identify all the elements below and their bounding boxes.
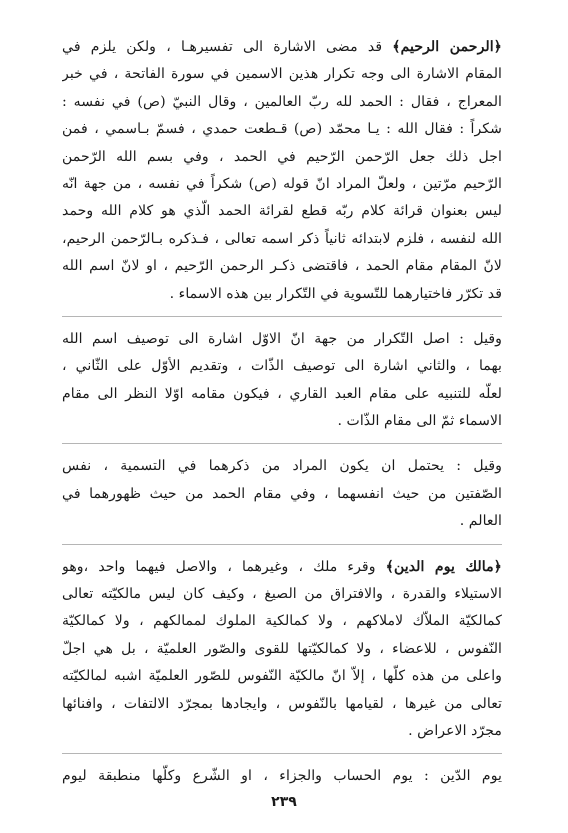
text-line: مجرّد الاعراض . [408,722,502,739]
text-line: المعراج ، فقال : الحمد لله ربّ العالمين ، وقال النبيّ (ص) في نفسه : [62,93,502,110]
text-line: الاستيلاء والقدرة ، والافتراق من الصيغ ، وكيف كان ليس مالكيّته تعالى [62,586,502,603]
text-line: ليس بعنوان قرائة كلام ربّه قطع لقرائة الحمد الّذي هو كلام الله وحمد [62,203,502,220]
text-line: تعالى من غيرها ، لقيامها بالنّفوس ، وايجادها بمجرّد الالتفات ، وافنائها [62,695,502,712]
text-line: شكراً : فقال الله : يـا محمّد (ص) قـطعت حمدي ، فسمّ بـاسمي ، فمن [62,121,502,138]
text-line: لعلّه للتنبيه على مقام العبد القاري ، فيكون مقامه اوّلا النظر الى مقام [62,385,502,402]
text-line: يوم الدّين : يوم الحساب والجزاء ، او الشّرع وكلّها منطبقة ليوم [62,768,502,785]
page-number: ٢٣٩ [271,794,297,810]
paragraph-rahman-rahim [62,34,502,308]
text-line: النّفوس ، للاعضاء ، ولا كمالكيّتها للقوى والصّور العلميّة ، بل هي اجلّ [62,640,502,657]
text-line: واعلى من هذه كلّها ، إلاّ انّ مالكيّة النّفوس للصّور العلميّة اشبه لمالكيّته [62,668,502,685]
text-line: الرّحيم مرّتين ، ولعلّ المراد انّ قوله (ص) شكراً في نفسه ، من جهة انّه [62,175,502,192]
section-divider [62,544,502,545]
text-line: الاسماء ثمّ الى مقام الذّات . [337,413,502,430]
section-divider [62,316,502,317]
verse-heading: ﴿الرحمن الرحيم﴾ [392,39,502,55]
text-line: اجل ذلك جعل الرّحمن الرّحيم في الحمد ، وفي بسم الله الرّحمن [62,148,502,165]
text-line: لانّ المقام مقام الحمد ، فاقتضى ذكـر الرحمن الرّحيم ، او لانّ اسم الله [62,258,502,275]
paragraph-qil-repetition [62,326,502,436]
text-line: وقيل : يحتمل ان يكون المراد من ذكرهما في التسمية ، نفس [62,458,502,475]
text-line: ﴿الرحمن الرحيم﴾ قد مضى الاشارة الى تفسيرهـا ، ولكن يلزم في [62,39,502,55]
section-divider [62,443,502,444]
section-divider [62,753,502,754]
paragraph-yawm-al-din [62,763,502,790]
text-line: الله لنفسه ، فلزم لابتدائه ثانياً ذكر اسمه تعالى ، فـذكره بـالرّحمن الرحيم، [62,230,502,247]
text-line: المقام الاشارة الى وجه تكرار هذين الاسمين في سورة الفاتحة ، في خبر [62,66,502,83]
text-line: الصّفتين من حيث انفسهما ، وفي مقام الحمد من حيث ظهورهما في [62,485,502,502]
paragraph-malik-yawm-al-din [62,554,502,746]
paragraph-qil-tasmiya [62,453,502,535]
text-line: بهما ، والثاني اشارة الى توصيف الذّات ، وتقديم الأوّل على الثّاني ، [62,358,502,375]
page-body [62,34,502,791]
verse-heading: ﴿مالك يوم الدين﴾ [385,558,502,575]
text-line: قد تكرّر فاختيارهما للتّسوية في التّكرار بين هذه الاسماء . [169,285,502,302]
text-line: كمالكيّة الملاّك لاملاكهم ، ولا كمالكية الملوك لممالكهم ، ولا كمالكيّة [62,613,502,630]
text-line: ﴿مالك يوم الدين﴾ وقرء ملك ، وغيرهما ، والاصل فيهما واحد ،وهو [62,558,502,575]
text-line: وقيل : اصل التّكرار من جهة انّ الاوّل اشارة الى توصيف اسم الله [62,330,502,347]
text-line: العالم . [459,513,502,530]
